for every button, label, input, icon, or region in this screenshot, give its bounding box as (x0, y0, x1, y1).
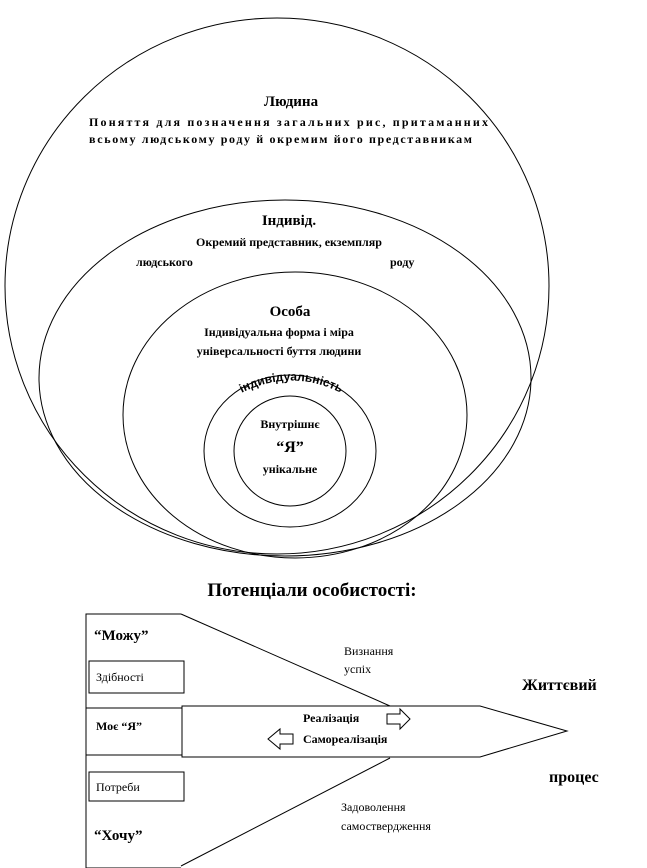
person-desc-line1: Індивідуальна форма і міра (204, 325, 354, 339)
human-title: Людина (263, 94, 319, 110)
inner-self-line3: унікальне (262, 462, 318, 476)
abilities-label: Здібності (96, 670, 144, 684)
inner-self-line1: Внутрішнє (260, 417, 320, 431)
life-process-line2: процес (549, 769, 599, 786)
individual-desc-right: роду (390, 255, 415, 269)
potentials-heading: Потенціали особистості: (207, 580, 417, 601)
recognition-line2: успіх (344, 662, 372, 676)
realization-label: Реалізація (303, 711, 360, 725)
life-process-line1: Життєвий (522, 677, 597, 694)
funnel-upper-edge (181, 614, 390, 706)
recognition-line1: Визнання (344, 644, 394, 658)
human-desc-line2: всьому людському роду й окремим його представникам (89, 132, 472, 146)
satisfaction-line1: Задоволення (341, 800, 406, 814)
needs-label: Потреби (96, 780, 140, 794)
satisfaction-line2: самоствердження (341, 819, 431, 833)
my-self-label: Моє “Я” (96, 719, 143, 733)
individuality-arc-label (237, 369, 345, 395)
human-desc-line1: Поняття для позначення загальних рис, притаманних (89, 115, 489, 129)
individuality-arc-text: індивідуальність (236, 369, 346, 396)
individual-desc-left: людського (136, 255, 193, 269)
individual-title: Індивід. (261, 213, 317, 229)
can-label: “Можу” (94, 628, 149, 644)
individual-desc-line1: Окремий представник, екземпляр (196, 235, 382, 249)
self-realization-label: Самореалізація (303, 732, 388, 746)
person-title: Особа (269, 304, 311, 320)
person-desc-line2: універсальності буття людини (196, 344, 362, 358)
inner-self-line2: “Я” (276, 439, 304, 456)
want-label: “Хочу” (94, 828, 143, 844)
